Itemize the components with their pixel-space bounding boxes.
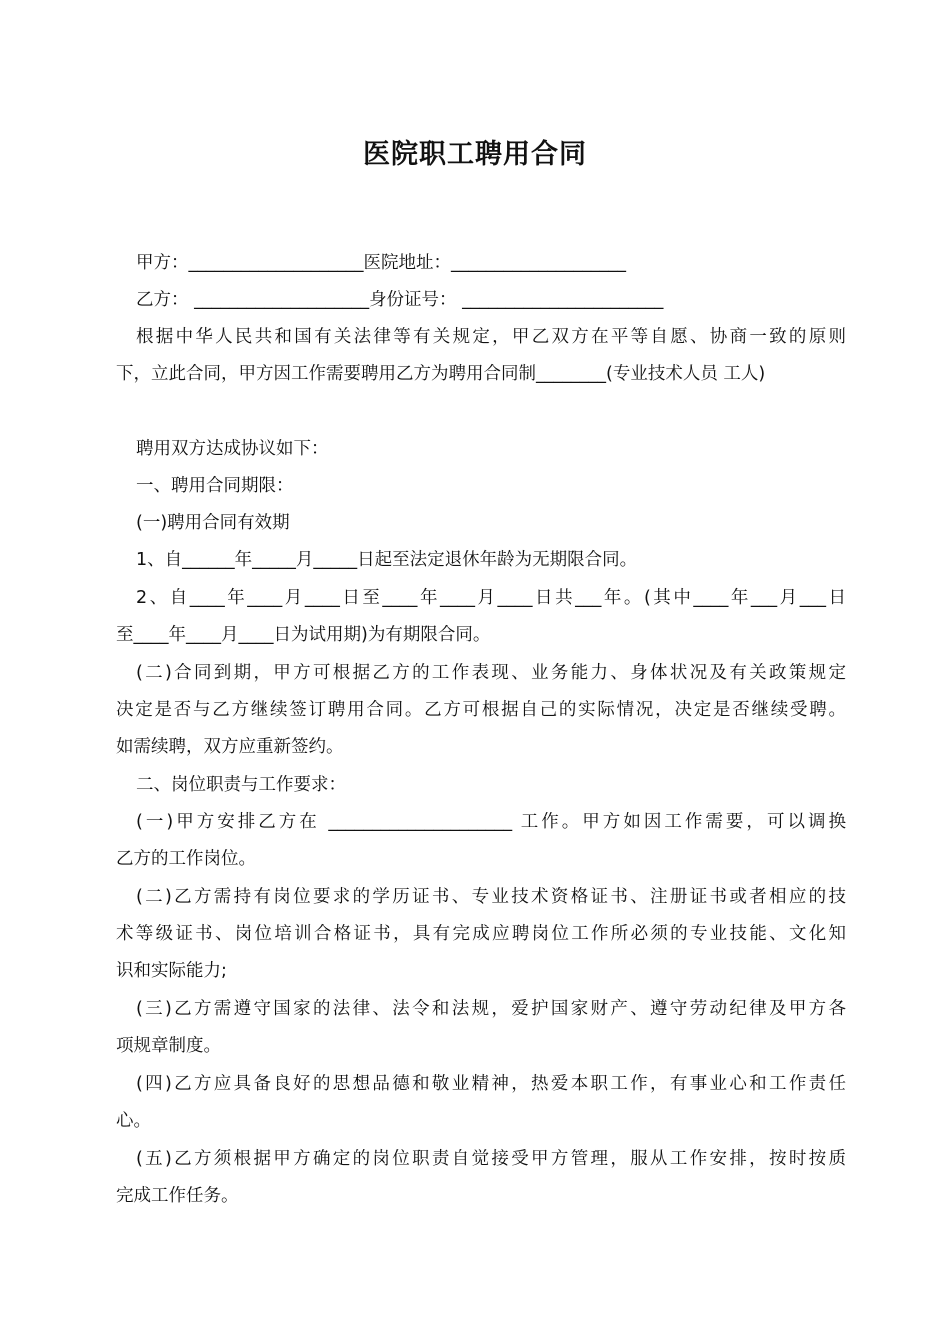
clause-2-3-line-1: (三)乙方需遵守国家的法律、法令和法规，爱护国家财产、遵守劳动纪律及甲方各 xyxy=(136,999,846,1019)
clause-2-2-line-1: (二)乙方需持有岗位要求的学历证书、专业技术资格证书、注册证书或者相应的技 xyxy=(136,887,846,907)
preamble-line-2: 下，立此合同，甲方因工作需要聘用乙方为聘用合同制________(专业技术人员 工人) xyxy=(116,364,766,384)
preamble-line-1: 根据中华人民共和国有关法律等有关规定，甲乙双方在平等自愿、协商一致的原则 xyxy=(136,327,846,347)
clause-1-1-heading: (一)聘用合同有效期 xyxy=(136,513,290,533)
clause-2-5-line-2: 完成工作任务。 xyxy=(116,1186,239,1206)
section-1-heading: 一、聘用合同期限： xyxy=(136,476,294,496)
clause-2-2-line-3: 识和实际能力; xyxy=(116,961,227,981)
clause-1-1-item-1: 1、自______年_____月_____日起至法定退休年龄为无期限合同。 xyxy=(136,550,638,570)
clause-1-2-line-1: (二)合同到期，甲方可根据乙方的工作表现、业务能力、身体状况及有关政策规定 xyxy=(136,663,846,683)
clause-1-2-line-2: 决定是否与乙方继续签订聘用合同。乙方可根据自己的实际情况，决定是否继续受聘。 xyxy=(116,700,846,720)
document-title: 医院职工聘用合同 xyxy=(363,139,587,170)
clause-2-1-line-2: 乙方的工作岗位。 xyxy=(116,849,256,869)
clause-2-4-line-2: 心。 xyxy=(116,1111,151,1131)
clause-2-3-line-2: 项规章制度。 xyxy=(116,1036,221,1056)
clause-2-1-line-1: (一)甲方安排乙方在 _____________________ 工作。甲方如因工作需要，可以调换 xyxy=(136,812,846,832)
party-a-line: 甲方：____________________医院地址：____________________ xyxy=(136,253,626,273)
section-2-heading: 二、岗位职责与工作要求： xyxy=(136,775,346,795)
agreement-intro: 聘用双方达成协议如下： xyxy=(136,439,329,459)
clause-1-1-item-2-line-1: 2、自____年____月____日至____年____月____日共___年。(其中____年___月___日 xyxy=(136,588,846,608)
clause-1-2-line-3: 如需续聘，双方应重新签约。 xyxy=(116,737,344,757)
clause-2-4-line-1: (四)乙方应具备良好的思想品德和敬业精神，热爱本职工作，有事业心和工作责任 xyxy=(136,1074,846,1094)
clause-2-5-line-1: (五)乙方须根据甲方确定的岗位职责自觉接受甲方管理，服从工作安排，按时按质 xyxy=(136,1149,846,1169)
party-b-line: 乙方： ____________________身份证号： _______________________ xyxy=(136,290,664,310)
clause-2-2-line-2: 术等级证书、岗位培训合格证书，具有完成应聘岗位工作所必须的专业技能、文化知 xyxy=(116,924,846,944)
clause-1-1-item-2-line-2: 至____年____月____日为试用期)为有期限合同。 xyxy=(116,625,491,645)
